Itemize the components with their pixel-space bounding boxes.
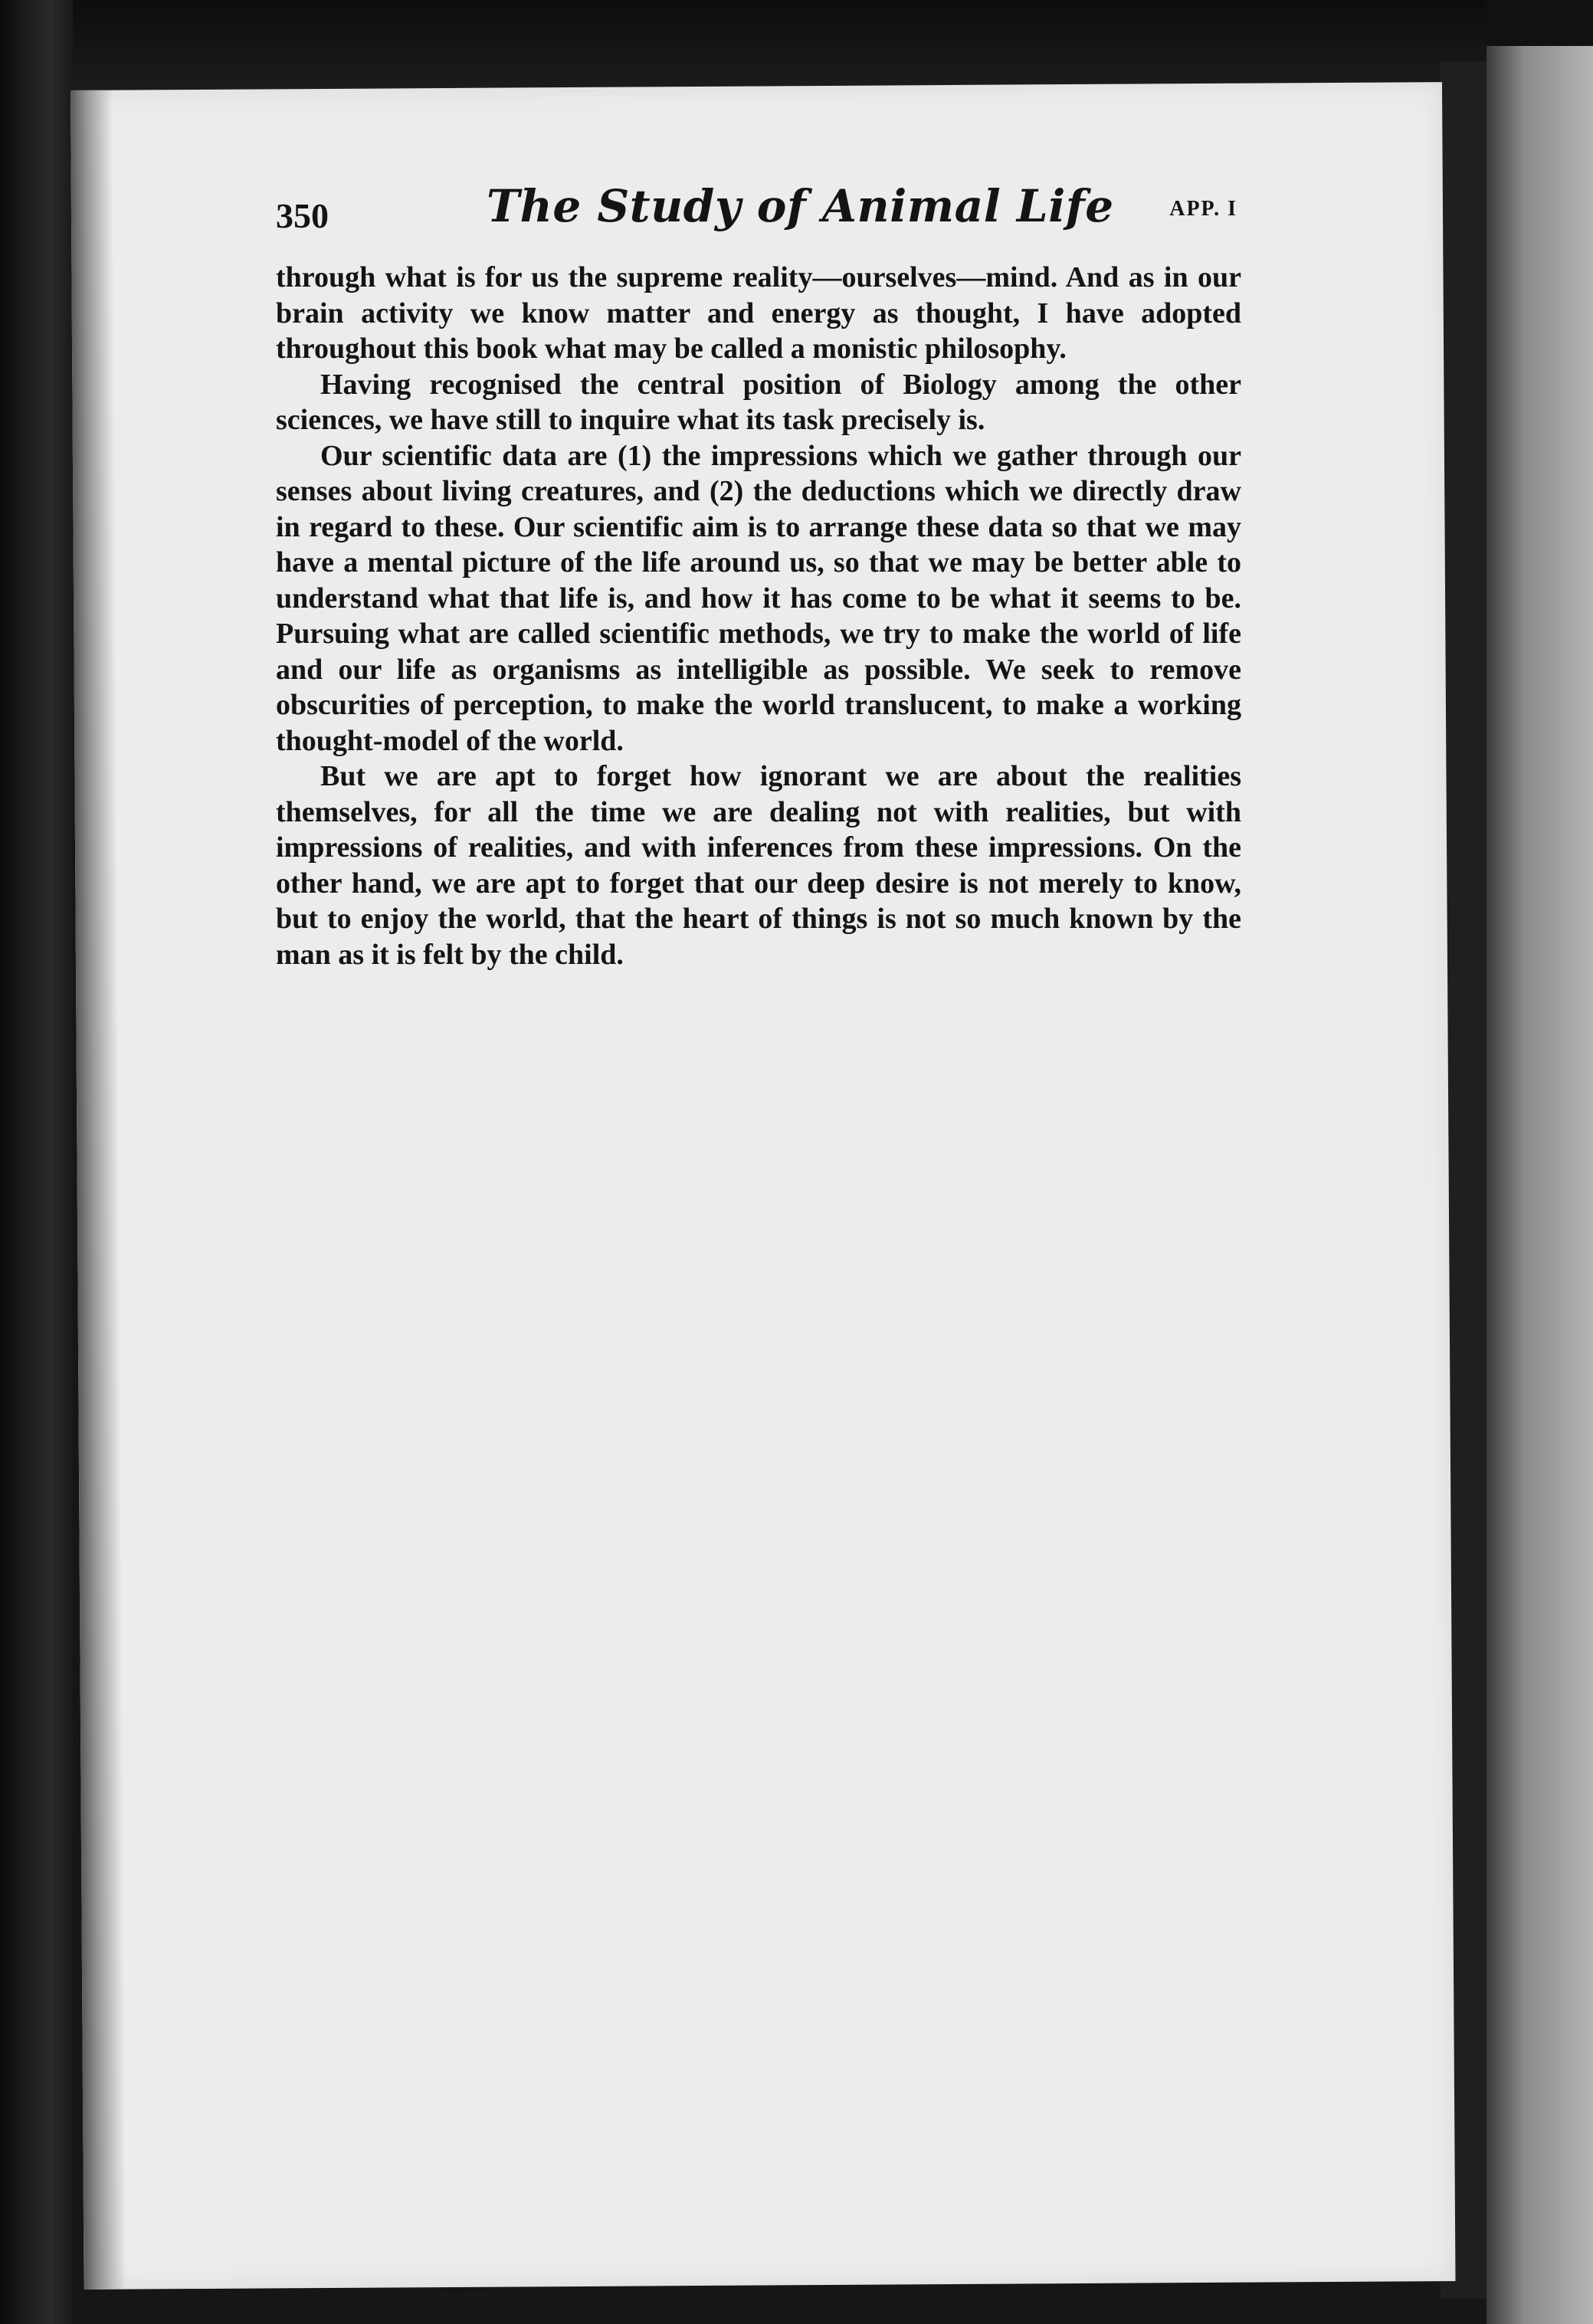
scan-left-edge (0, 0, 73, 2324)
paragraph-continuation: through what is for us the supreme reality—ourselves—mind. And as in our brain activity we know matter and energy as thought, I have adopted throughout this book what may be called a monistic philosophy. (276, 261, 1241, 365)
body-text (276, 260, 1241, 972)
scan-corner (1486, 0, 1593, 46)
adjacent-page-edge (1486, 46, 1593, 2324)
running-title: The Study of Animal Life (487, 180, 1114, 232)
paragraph: But we are apt to forget how ignorant we are about the realities themselves, for all the time we are dealing not with realities, but with impressions of realities, and with inferences from these impressions. On the other hand, we are apt to forget that our deep desire is not merely to know, but to enjoy the world, that the heart of things is not so much known by the man as it is felt by the child. (276, 760, 1241, 971)
appendix-label: APP. I (1169, 197, 1237, 221)
page-edge-shadow (70, 90, 126, 2290)
scan-background-top (0, 0, 1593, 92)
running-head (276, 180, 1241, 249)
page-text-block (276, 180, 1241, 972)
paragraph: Having recognised the central position of Biology among the other sciences, we have still to inquire what its task precisely is. (276, 368, 1241, 436)
paragraph: Our scientific data are (1) the impressions which we gather through our senses about living creatures, and (2) the deductions which we directly draw in regard to these. Our scientific aim is to arrange these data so that we may have a mental picture of the life around us, so that we may be better able to understand what that life is, and how it has come to be what it seems to be. Pursuing what are called scientific methods, we try to make the world of life and our life as organisms as intelligible as possible. We seek to remove obscurities of perception, to make the world translucent, to make a working thought-model of the world. (276, 439, 1241, 757)
page-number: 350 (276, 196, 329, 235)
